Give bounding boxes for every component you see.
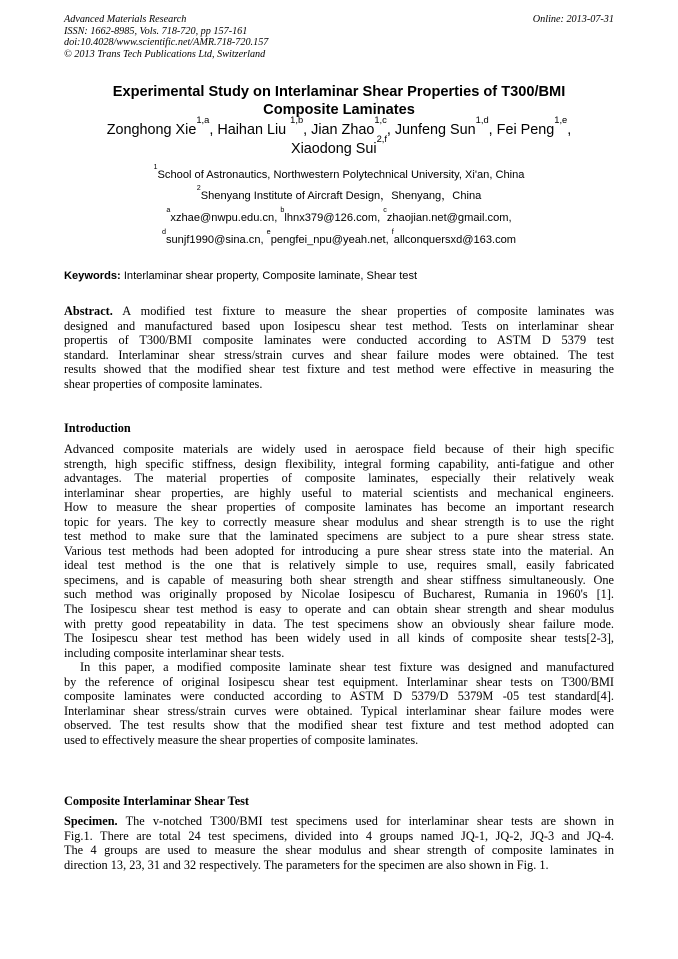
author-name: Fei Peng xyxy=(496,122,555,138)
running-header xyxy=(64,14,614,60)
email-sup: b xyxy=(280,205,285,215)
abstract-line: designed and manufactured based upon Iosipescu shear test method. Tests on interlaminar shear xyxy=(64,318,614,333)
author-sup: 1,c xyxy=(374,115,387,126)
section-heading-composite-test: Composite Interlaminar Shear Test xyxy=(64,794,250,808)
email-link[interactable]: allconquersxd@163.com xyxy=(393,234,517,246)
author-list xyxy=(64,115,614,159)
paragraph-line: ideal test method is the one that is relatively simple to use, requires small, easily fabricated xyxy=(64,558,614,573)
affiliation-sup: 1 xyxy=(153,162,158,172)
paper-title xyxy=(64,84,614,119)
paragraph-line: specimens, and is capable of measuring both shear strength and shear stiffness simultaneously. One xyxy=(64,572,614,587)
author-line xyxy=(64,134,614,159)
email-link[interactable]: lhnx379@126.com xyxy=(284,212,378,224)
paragraph-line: In this paper, a modified composite laminate shear test fixture was designed and manufactured xyxy=(80,660,614,675)
author-name: Junfeng Sun xyxy=(394,122,476,138)
specimen-body xyxy=(64,814,614,872)
paragraph-line: Interlaminar shear stress/strain curves were obtained. Typical interlaminar shear failure modes were xyxy=(64,703,614,718)
paragraph-line: used to effectively measure the shear properties of composite laminates. xyxy=(64,732,419,747)
paragraph-line: Advanced composite materials are widely used in aerospace field because of their high specific xyxy=(64,442,614,456)
email-link[interactable]: xzhae@nwpu.edu.cn xyxy=(170,212,275,224)
author-name: Haihan Liu xyxy=(217,122,287,138)
email-sup: d xyxy=(161,227,166,237)
paragraph-line: Various test methods had been adopted for introducing a pure shear stress state into the material. An xyxy=(64,543,614,558)
author-line: Zonghong Xie$^{1,a}$, Haihan Liu $^{1,b}$, Jian Zhao$^{1,c}$, Junfeng Sun$^{1,d}$, Fei Peng$^{1,e}$, xyxy=(106,115,572,138)
abstract-line: results showed that the modified shear test fixture and test method were effective in measuring the xyxy=(64,362,614,377)
introduction-body xyxy=(64,442,614,747)
author-sup: 2,f xyxy=(376,134,387,145)
abstract-line xyxy=(64,304,614,319)
affiliation-text: Shenyang Institute of Aircraft Design，Shenyang，China xyxy=(200,190,482,202)
email-line: $^a$xzhae@nwpu.edu.cn, $^b$lhnx379@126.com, $^c$zhaojian.net@gmail.com, xyxy=(166,205,512,224)
paragraph-line: by the reference of original Iosipescu shear test equipment. Interlaminar shear tests on T300/BMI xyxy=(64,674,614,689)
issn-line: ISSN: 1662-8985, Vols. 718-720, pp 157-161 xyxy=(64,25,248,37)
email-link[interactable]: sunjf1990@sina.cn xyxy=(165,234,261,246)
paragraph-line: strength, high specific stiffness, design flexibility, integral forming capability, anti-fatigue and other xyxy=(64,456,614,471)
specimen-text: The v-notched T300/BMI test specimens used for interlaminar shear tests are shown in xyxy=(125,814,614,828)
section-heading-introduction: Introduction xyxy=(64,421,131,435)
paragraph-line: observed. The test results show that the modified shear test fixture and test method adopted can xyxy=(64,718,614,733)
paragraph-line: The 4 groups are used to measure the shear modulus and shear strength of composite laminates in xyxy=(64,843,614,858)
abstract xyxy=(64,304,614,391)
abstract-label: Abstract. xyxy=(64,304,113,318)
keywords-text: Interlaminar shear property, Composite laminate, Shear test xyxy=(123,270,418,282)
author-name: Xiaodong Sui xyxy=(290,141,377,157)
online-date: Online: 2013-07-31 xyxy=(532,14,614,25)
email-sup: e xyxy=(266,227,271,237)
abstract-line: standard. Interlaminar shear stress/strain curves and shear failure modes were obtained. The test xyxy=(64,347,614,362)
paragraph-line: The Iosipescu shear test method has been widely used in all kinds of composite shear tests[2-3], xyxy=(64,631,614,646)
author-sup: 1,d xyxy=(475,115,489,126)
paragraph-line: such method was originally proposed by Nicolae Iosipescu of Bucharest, Rumania in 1960's [1]. xyxy=(64,587,614,602)
title-line: Composite Laminates xyxy=(263,101,415,118)
author-sup: 1,a xyxy=(196,115,210,126)
journal-name: Advanced Materials Research xyxy=(64,14,187,25)
affiliation-sup: 2 xyxy=(196,183,201,193)
specimen-label: Specimen. xyxy=(64,814,118,828)
abstract-text: A modified test fixture to measure the shear properties of composite laminates was xyxy=(122,304,614,318)
abstract-line: propertis of T300/BMI composite laminates were conducted according to ASTM D 5379 test xyxy=(64,333,614,348)
doi-line: doi:10.4028/www.scientific.net/AMR.718-720.157 xyxy=(64,37,269,49)
author-name: Jian Zhao xyxy=(311,122,375,138)
keywords xyxy=(64,269,614,283)
paragraph-line: direction 13, 23, 31 and 32 respectively. The parameters for the specimen are also shown in Fig. 1. xyxy=(64,857,549,872)
author-name: Zonghong Xie xyxy=(106,122,197,138)
paragraph-line: test method to make sure that the laminated specimens are subject to a pure shear stress state. xyxy=(64,529,614,544)
abstract-line: shear properties of composite laminates. xyxy=(64,376,263,391)
paragraph-line: advantages. The material properties of composite laminates, especially their relatively weak xyxy=(64,471,614,486)
paragraph-line xyxy=(64,814,614,829)
email-sup: a xyxy=(166,205,171,215)
email-line: $^d$sunjf1990@sina.cn, $^e$pengfei_npu@yeah.net, $^f$allconquersxd@163.com xyxy=(161,227,517,246)
paragraph-line: The Iosipescu shear test method is easy to operate and can obtain shear strength and shear modulus xyxy=(64,602,614,617)
email-link[interactable]: zhaojian.net@gmail.com xyxy=(386,212,509,224)
paragraph-line: Fig.1. There are total 24 test specimens, divided into 4 groups named JQ-1, JQ-2, JQ-3 and JQ-4. xyxy=(64,828,614,843)
paragraph-line: interlaminar shear properties, are highly useful to material scientists and mechanical engineers. xyxy=(64,485,614,500)
email-sup: c xyxy=(383,205,387,215)
affiliation-text: School of Astronautics, Northwestern Polytechnical University, Xi'an, China xyxy=(157,169,525,181)
paragraph-line: composite laminates were conducted according to ASTM D 5379/D 5379M -05 test standard[4]. xyxy=(64,689,614,704)
author-sup: 1,b xyxy=(290,115,304,126)
email-sup: f xyxy=(391,227,394,237)
paragraph-line: with pretty good repeatability in data. The test specimens show an obviously shear failure mode. xyxy=(64,616,614,631)
paragraph-line: topic for years. The key to correctly measure shear modulus and shear strength is to use the right xyxy=(64,514,614,529)
paragraph-line: How to measure the shear properties of composite laminates has become an important research xyxy=(64,500,614,515)
affiliation xyxy=(64,162,614,182)
paragraph-line: including composite interlaminar shear tests. xyxy=(64,645,285,660)
publication-info xyxy=(64,14,268,60)
copyright-line: © 2013 Trans Tech Publications Ltd, Switzerland xyxy=(64,48,266,60)
author-sup: 1,e xyxy=(554,115,568,126)
title-line: Experimental Study on Interlaminar Shear Properties of T300/BMI xyxy=(112,84,566,100)
affiliation xyxy=(64,183,614,203)
keywords-label: Keywords: xyxy=(64,270,121,282)
email-link[interactable]: pengfei_npu@yeah.net xyxy=(270,234,386,246)
